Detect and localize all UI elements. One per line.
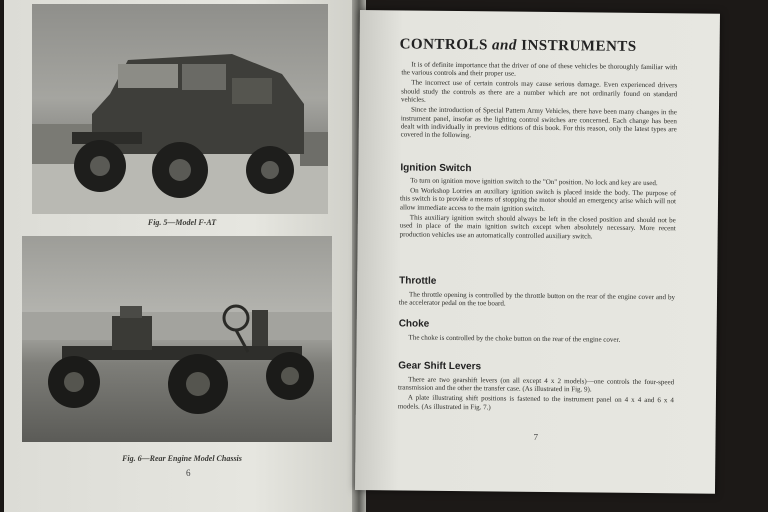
intro-paragraph: Since the introduction of Special Pattern Army Vehicles, there have been many changes in the instrument panel, insofar as the lighting control switches are concerned. Each change has been dealt with individually in previous editions of this book. For this reason, only the latest types are covered in the following. — [400, 105, 677, 140]
section-paragraph: To turn on ignition move ignition switch to the "On" position. No lock and key are used. — [410, 176, 658, 188]
figure-6-caption: Fig. 6—Rear Engine Model Chassis — [122, 454, 242, 463]
title-instruments: INSTRUMENTS — [521, 37, 637, 55]
truck-illustration — [32, 4, 328, 214]
intro-text — [401, 60, 678, 143]
section-paragraph: On Workshop Lorries an auxiliary ignition switch is placed inside the body. The purpose of this switch is to provide a means of stopping the motor should an emergency arise which will not allow immediate access to the main ignition switch. — [399, 186, 677, 213]
photo-rear-engine-chassis — [22, 236, 332, 442]
chassis-illustration — [22, 236, 332, 442]
left-page — [4, 0, 360, 512]
page-number-right: 7 — [533, 431, 539, 442]
intro-paragraph: The incorrect use of certain controls may cause serious damage. Even experienced drivers should study the controls as there are a number which are not ordinarily found on standard vehicles. — [401, 78, 678, 104]
title-controls: CONTROLS — [399, 36, 488, 54]
section-heading-choke: Choke — [398, 318, 430, 330]
section-choke-text — [399, 333, 675, 346]
section-heading-ignition: Ignition Switch — [400, 162, 472, 175]
photo-model-fat-truck — [32, 4, 328, 214]
intro-paragraph: It is of definite importance that the driver of one of these vehicles be thoroughly familiar with the various controls and their proper use. — [401, 60, 678, 79]
figure-5-caption: Fig. 5—Model F-AT — [147, 218, 217, 227]
section-heading-gear-shift: Gear Shift Levers — [398, 360, 482, 373]
page-number-left: 6 — [186, 468, 191, 478]
section-ignition-text — [400, 176, 677, 243]
section-paragraph: This auxiliary ignition switch should always be left in the closed position and should not be used in place of the main ignition switch except when absolutely necessary. More recent production vehicles use an automatically controlled auxiliary switch. — [399, 213, 676, 241]
section-throttle-text — [399, 290, 675, 311]
section-paragraph: A plate illustrating shift positions is fastened to the instrument panel on 4 x 4 and 6 x 4 models. (As illustrated in Fig. 7.) — [397, 393, 674, 412]
section-gear-shift-text — [398, 375, 674, 415]
section-heading-throttle: Throttle — [399, 275, 437, 287]
section-paragraph: There are two gearshift levers (on all except 4 x 2 models)—one controls the four-speed transmission and the other the transfer case. (As illustrated in Fig. 9). — [398, 375, 675, 394]
page-title — [400, 36, 637, 55]
title-and: and — [491, 37, 518, 54]
section-paragraph: The throttle opening is controlled by the throttle button on the rear of the engine cover and by the accelerator pedal on the toe board. — [398, 290, 676, 308]
right-page — [355, 10, 720, 494]
section-paragraph: The choke is controlled by the choke button on the rear of the engine cover. — [408, 333, 621, 344]
